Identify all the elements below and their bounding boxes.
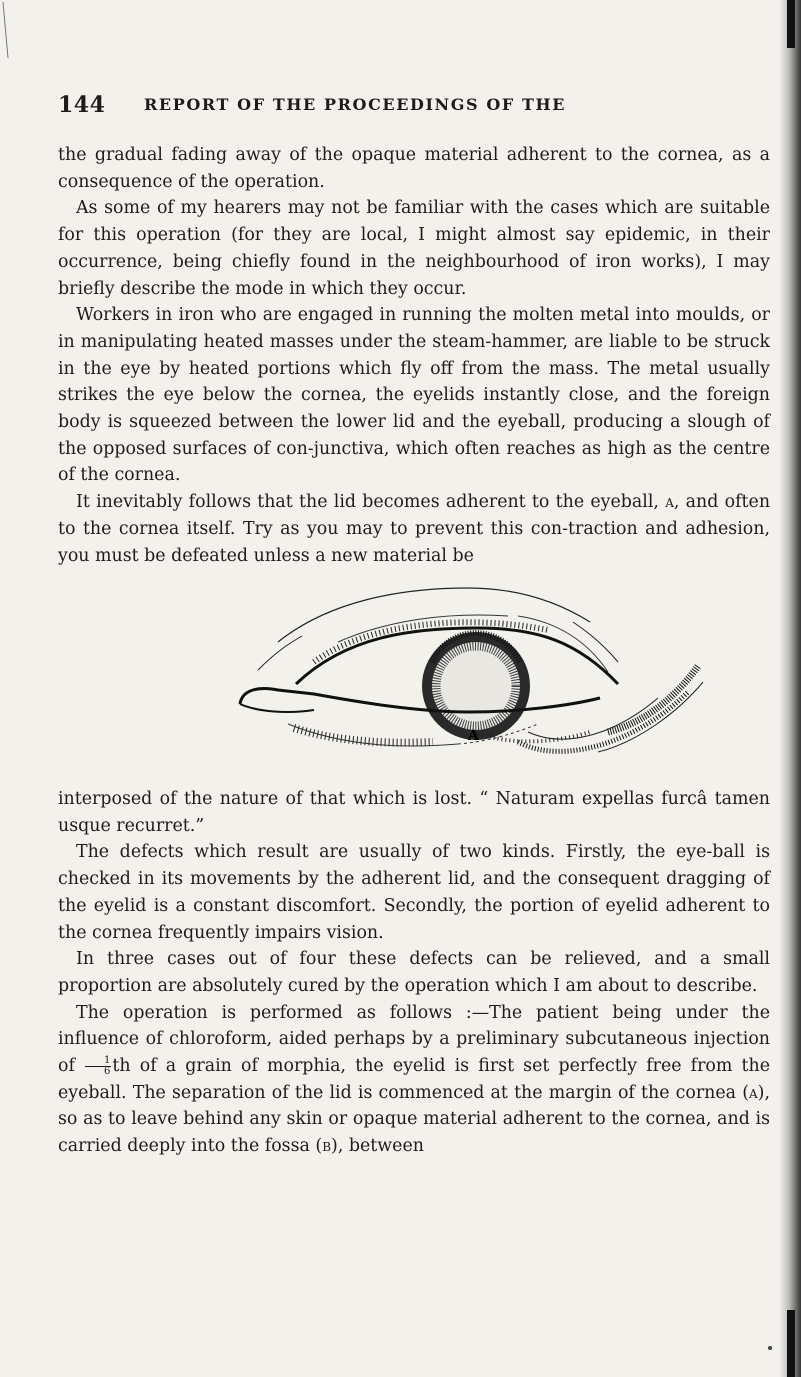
eye-illustration (218, 582, 718, 770)
paragraph-text: ), so as to leave behind any skin or opaque material adherent to the cornea, and is carried deeply into the fossa ( (58, 1082, 770, 1157)
lower-text-block (58, 786, 770, 1160)
page-edge-spot (787, 1310, 795, 1377)
figure-reference-a: a (665, 492, 674, 513)
paragraph: As some of my hearers may not be familiar with the cases which are suitable for this operation (for they are local, I might almost say epidemic, in their occurrence, being chiefly found in the neighbourhood of iron works), I may briefly describe the mode in which they occur. (58, 198, 770, 299)
page-header (58, 92, 758, 122)
upper-text-block (58, 142, 770, 569)
paragraph-text: The operation is performed as follows :—The patient being under the influence of chloroform, aided perhaps by a preliminary subcutaneous injection of (58, 1002, 770, 1077)
fraction-denominator: 6 (104, 1066, 111, 1078)
paragraph: Workers in iron who are engaged in running the molten metal into moulds, or in manipulating heated masses under the steam-hammer, are liable to be struck in the eye by heated portions which fly off from the mass. The metal usually strikes the eye below the cornea, the eyelids instantly close, and the foreign body is squeezed between the lower lid and the eyeball, producing a slough of the opposed surfaces of con-junctiva, which often reaches as high as the centre of the cornea. (58, 305, 770, 486)
paragraph: In three cases out of four these defects can be relieved, and a small proportion are absolutely cured by the operation which I am about to describe. (58, 949, 770, 996)
page-edge-shadow (779, 0, 801, 1377)
paragraph: The defects which result are usually of two kinds. Firstly, the eye-ball is checked in its movements by the adherent lid, and the consequent dragging of the eyelid is a constant discomfort. Secondly, the portion of eyelid adherent to the cornea frequently impairs vision. (58, 842, 770, 943)
paragraph (58, 1000, 770, 1160)
figure-label-a: A (468, 728, 479, 744)
fraction-numerator: 1 (85, 1056, 111, 1067)
page-edge-spot (787, 0, 795, 48)
page-number: 144 (58, 92, 106, 118)
page-scratch-mark (2, 0, 10, 60)
paragraph: It inevitably follows that the lid becomes adherent to the eyeball, a, and often to the cornea itself. Try as you may to prevent this con-traction and adhesion, you must be defeated unless a new material be (58, 492, 771, 566)
paragraph: interposed of the nature of that which is lost. “ Naturam expellas furcâ tamen usque recurret.” (58, 789, 770, 836)
ink-dot (768, 1346, 772, 1350)
running-head: REPORT OF THE PROCEEDINGS OF THE (144, 95, 567, 114)
paragraph-text: ), between (331, 1136, 424, 1157)
reference-b: b (322, 1136, 332, 1157)
paragraph: the gradual fading away of the opaque material adherent to the cornea, as a consequence of the operation. (58, 145, 770, 192)
eye-diagram (218, 582, 718, 770)
paragraph-text: and often to the cornea itself. Try as you may to prevent this con-traction and adhesion, you must be defeated unless a new material be (58, 492, 771, 566)
reference-a: a (749, 1082, 758, 1103)
fraction (85, 1056, 111, 1077)
paragraph-text: It inevitably follows that the lid becomes adherent to the eyeball, (76, 492, 666, 513)
paragraph-text: th of a grain of morphia, the eyelid is first set perfectly free from the eyeball. The separation of the lid is commenced at the margin of the cornea ( (58, 1056, 771, 1103)
